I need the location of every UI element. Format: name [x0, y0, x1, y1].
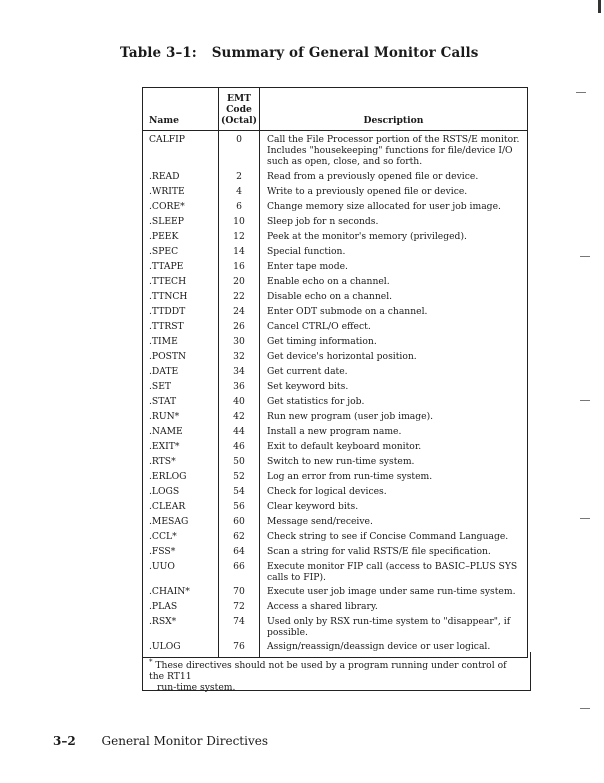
cell-name: .DATE	[143, 363, 219, 378]
cell-name: .TTRST	[143, 318, 219, 333]
table-row	[143, 408, 528, 423]
cell-name: .TTECH	[143, 273, 219, 288]
cell-name: .CCL*	[143, 528, 219, 543]
cell-code: 26	[219, 318, 260, 333]
cell-code: 74	[219, 613, 260, 638]
margin-tick-mark	[576, 92, 586, 93]
table-row	[143, 543, 528, 558]
cell-code: 24	[219, 303, 260, 318]
header-emt-line1: EMT	[226, 93, 251, 104]
table-row	[143, 513, 528, 528]
header-emt-line3: (Octal)	[221, 115, 257, 126]
table-row	[143, 393, 528, 408]
cell-code: 42	[219, 408, 260, 423]
cell-code: 40	[219, 393, 260, 408]
table-row	[143, 258, 528, 273]
cell-code: 34	[219, 363, 260, 378]
cell-description: Switch to new run-time system.	[266, 455, 415, 467]
cell-code: 64	[219, 543, 260, 558]
cell-code: 30	[219, 333, 260, 348]
cell-name: .NAME	[143, 423, 219, 438]
cell-description: Exit to default keyboard monitor.	[266, 440, 422, 452]
table-row	[143, 423, 528, 438]
cell-description: Change memory size allocated for user job image.	[266, 200, 501, 212]
cell-code: 76	[219, 638, 260, 658]
table-caption	[120, 45, 478, 61]
header-emt-line2: Code	[226, 104, 252, 115]
table-row	[143, 468, 528, 483]
cell-code: 12	[219, 228, 260, 243]
cell-name: .MESAG	[143, 513, 219, 528]
cell-name: .CLEAR	[143, 498, 219, 513]
table-row	[143, 483, 528, 498]
footnote-marker: *	[149, 658, 153, 666]
cell-description: Read from a previously opened file or device.	[266, 170, 479, 182]
cell-name: .LOGS	[143, 483, 219, 498]
cell-name: .RSX*	[143, 613, 219, 638]
cell-name: .READ	[143, 168, 219, 183]
cell-name: CALFIP	[143, 131, 219, 168]
cell-description: Get device's horizontal position.	[266, 350, 417, 362]
cell-description: Execute monitor FIP call (access to BASIC–PLUS SYS calls to FIP).	[266, 560, 518, 583]
cell-name: .CHAIN*	[143, 583, 219, 598]
page-number: 3–2	[53, 734, 76, 748]
table-row	[143, 613, 528, 638]
table-body	[143, 131, 528, 658]
cell-code: 16	[219, 258, 260, 273]
cell-code: 10	[219, 213, 260, 228]
table-row	[143, 273, 528, 288]
cell-name: .PEEK	[143, 228, 219, 243]
monitor-calls-table	[142, 87, 528, 658]
cell-code: 0	[219, 131, 260, 168]
cell-description: Used only by RSX run-time system to "disappear", if possible.	[266, 616, 511, 639]
table-row	[143, 498, 528, 513]
cell-name: .TTDDT	[143, 303, 219, 318]
cell-description: Set keyword bits.	[266, 380, 349, 392]
cell-description: Peek at the monitor's memory (privileged).	[266, 230, 467, 242]
scan-edge-mark	[598, 0, 601, 13]
cell-name: .STAT	[143, 393, 219, 408]
table-row	[143, 558, 528, 583]
header-emt-code	[219, 88, 260, 131]
page-footer	[53, 734, 268, 748]
cell-name: .CORE*	[143, 198, 219, 213]
table-row	[143, 243, 528, 258]
cell-description: Log an error from run-time system.	[266, 470, 433, 482]
cell-code: 6	[219, 198, 260, 213]
cell-code: 50	[219, 453, 260, 468]
footnote-line1: These directives should not be used by a program running under control of the RT11	[149, 660, 507, 683]
cell-description: Call the File Processor portion of the RSTS/E monitor. Includes "housekeeping" functions for file/device I/O such as open, close, and so forth.	[266, 134, 520, 168]
table-row	[143, 438, 528, 453]
cell-name: .POSTN	[143, 348, 219, 363]
cell-code: 60	[219, 513, 260, 528]
table-row	[143, 213, 528, 228]
table-header-row	[143, 88, 528, 131]
table-row	[143, 168, 528, 183]
cell-code: 46	[219, 438, 260, 453]
cell-description: Get timing information.	[266, 335, 377, 347]
cell-name: .PLAS	[143, 598, 219, 613]
cell-description: Sleep job for n seconds.	[266, 215, 379, 227]
header-description: Description	[363, 115, 424, 126]
cell-code: 32	[219, 348, 260, 363]
cell-name: .WRITE	[143, 183, 219, 198]
table-row	[143, 288, 528, 303]
cell-description: Scan a string for valid RSTS/E file specification.	[266, 545, 491, 557]
table-row	[143, 583, 528, 598]
cell-description: Message send/receive.	[266, 515, 373, 527]
cell-name: .TTAPE	[143, 258, 219, 273]
cell-description: Special function.	[266, 245, 346, 257]
cell-description: Get statistics for job.	[266, 395, 365, 407]
cell-name: .ERLOG	[143, 468, 219, 483]
cell-description: Enable echo on a channel.	[266, 275, 390, 287]
cell-code: 4	[219, 183, 260, 198]
cell-code: 20	[219, 273, 260, 288]
cell-name: .FSS*	[143, 543, 219, 558]
table-row	[143, 528, 528, 543]
cell-description: Clear keyword bits.	[266, 500, 359, 512]
cell-description: Enter ODT submode on a channel.	[266, 305, 428, 317]
cell-description: Access a shared library.	[266, 601, 378, 613]
cell-code: 72	[219, 598, 260, 613]
cell-description: Cancel CTRL/O effect.	[266, 320, 371, 332]
table-row	[143, 228, 528, 243]
cell-description: Execute user job image under same run-time system.	[266, 586, 516, 598]
cell-description: Write to a previously opened file or device.	[266, 185, 468, 197]
cell-code: 70	[219, 583, 260, 598]
cell-description: Disable echo on a channel.	[266, 290, 393, 302]
cell-code: 56	[219, 498, 260, 513]
table-row	[143, 198, 528, 213]
cell-code: 52	[219, 468, 260, 483]
table-footnote	[142, 652, 531, 694]
cell-name: .TTNCH	[143, 288, 219, 303]
footnote-line2: run-time system.	[157, 682, 236, 694]
cell-code: 44	[219, 423, 260, 438]
cell-description: Enter tape mode.	[266, 260, 348, 272]
cell-description: Check string to see if Concise Command Language.	[266, 530, 509, 542]
cell-name: .SET	[143, 378, 219, 393]
table-row	[143, 378, 528, 393]
cell-name: .TIME	[143, 333, 219, 348]
cell-name: .EXIT*	[143, 438, 219, 453]
margin-tick-mark	[580, 518, 590, 519]
cell-code: 22	[219, 288, 260, 303]
table-row	[143, 131, 528, 168]
cell-description: Get current date.	[266, 365, 348, 377]
cell-name: .SLEEP	[143, 213, 219, 228]
cell-name: .RUN*	[143, 408, 219, 423]
margin-tick-mark	[580, 256, 590, 257]
cell-name: .RTS*	[143, 453, 219, 468]
table-row	[143, 333, 528, 348]
cell-name: .ULOG	[143, 638, 219, 658]
cell-description: Run new program (user job image).	[266, 410, 434, 422]
table-row	[143, 318, 528, 333]
cell-description: Check for logical devices.	[266, 485, 387, 497]
section-name: General Monitor Directives	[101, 734, 268, 748]
cell-code: 14	[219, 243, 260, 258]
margin-tick-mark	[580, 708, 590, 709]
cell-description: Assign/reassign/deassign device or user logical.	[266, 641, 491, 653]
table-title: Summary of General Monitor Calls	[211, 45, 479, 61]
table-row	[143, 348, 528, 363]
cell-code: 2	[219, 168, 260, 183]
cell-name: .SPEC	[143, 243, 219, 258]
table-number: Table 3–1:	[120, 45, 197, 61]
table-row	[143, 183, 528, 198]
table-row	[143, 598, 528, 613]
margin-tick-mark	[580, 400, 590, 401]
cell-code: 62	[219, 528, 260, 543]
table-row	[143, 363, 528, 378]
cell-description: Install a new program name.	[266, 425, 402, 437]
header-name: Name	[143, 88, 219, 131]
table-row	[143, 303, 528, 318]
table-row	[143, 453, 528, 468]
cell-code: 54	[219, 483, 260, 498]
cell-code: 36	[219, 378, 260, 393]
cell-name: .UUO	[143, 558, 219, 583]
cell-code: 66	[219, 558, 260, 583]
